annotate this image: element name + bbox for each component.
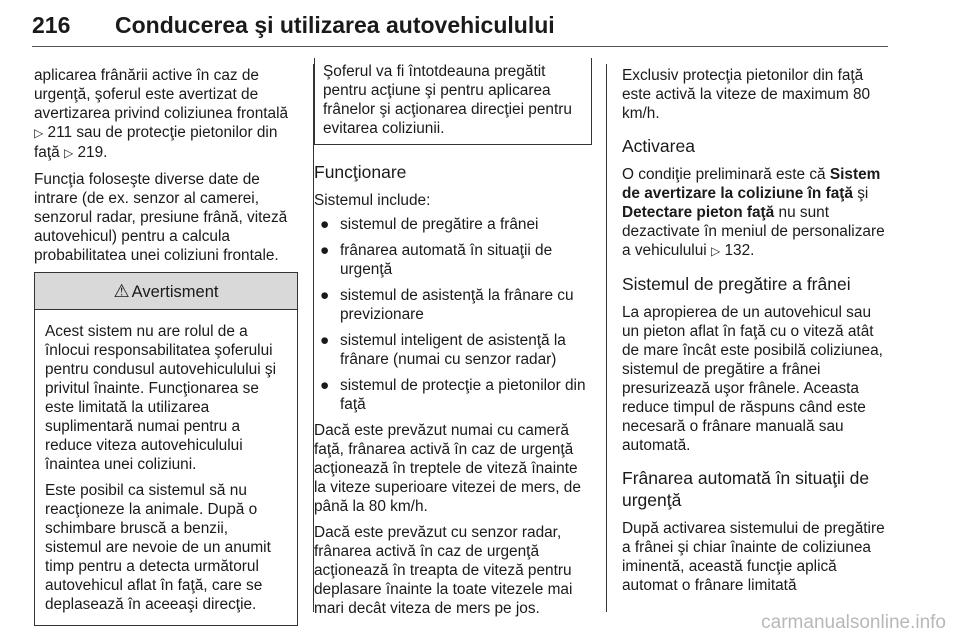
feature-list xyxy=(314,215,592,414)
paragraph: Dacă este prevăzut cu senzor radar, frânarea activă în caz de urgenţă acţionează în treapta de viteză pentru deplasare înainte la toate vitezele mai mari decât viteza de mers pe jos. xyxy=(314,524,573,617)
column-divider xyxy=(606,64,607,612)
paragraph: aplicarea frânării active în caz de urgenţă, şoferul este avertizat de avertizarea privind coliziunea frontală ▷ 211 sau de protecţie pietonilor din faţă ▷ 219. xyxy=(34,67,289,161)
warning-text: Acest sistem nu are rolul de a înlocui responsabilitatea şoferului pentru condusul autovehiculului şi privitul înainte. Funcţionarea se este limitată la utilizarea suplimentară numai pentru a reduce viteza autovehiculului înaintea unei coliziuni. xyxy=(45,323,277,473)
page-reference[interactable]: 219. xyxy=(77,144,108,161)
list-item: ● sistemul inteligent de asistenţă la frânare (numai cu senzor radar) xyxy=(320,332,566,368)
paragraph: Dacă este prevăzut numai cu cameră faţă, frânarea activă în caz de urgenţă acţionează în treptele de viteză înainte la viteze superioare vitezei de mers, de până la 80 km/h. xyxy=(314,422,581,515)
page-reference[interactable]: 132. xyxy=(724,242,755,259)
chapter-title: Conducerea şi utilizarea autovehiculului xyxy=(115,12,555,38)
warning-box xyxy=(34,272,298,626)
section-heading: Sistemul de pregătire a frânei xyxy=(622,274,851,294)
list-item: ● sistemul de asistenţă la frânare cu previzionare xyxy=(320,287,574,323)
menu-setting-name: Detectare pieton faţă xyxy=(622,204,775,221)
watermark: carmanualsonline.info xyxy=(761,612,946,633)
column-3 xyxy=(622,66,888,602)
section-heading: Funcţionare xyxy=(314,162,407,182)
note-box: Şoferul va fi întotdeauna pregătit pentru acţiune şi pentru aplicarea frânelor şi acţionarea direcţiei pentru evitarea coliziunii. xyxy=(314,58,592,145)
reference-arrow-icon: ▷ xyxy=(34,126,44,140)
paragraph: Funcţia foloseşte diverse date de intrare (de ex. senzor al camerei, senzorul radar, presiune frână, viteză autovehicul) pentru a calcula probabilitatea unei coliziuni frontale. xyxy=(34,171,288,264)
paragraph: La apropierea de un autovehicul sau un pieton aflat în faţă cu o viteză atât de mare încât este posibilă coliziunea, sistemul de pregătire a frânei presurizează uşor frânele. Aceasta reduce timpul de răspuns când este necesară o frânare manuală sau automată. xyxy=(622,304,883,454)
column-1 xyxy=(34,66,298,626)
menu-setting-name: Sistem de avertizare la coliziune în faţă xyxy=(622,166,881,202)
page-header xyxy=(32,6,888,47)
warning-triangle-icon: ⚠ xyxy=(113,281,130,301)
page-number: 216 xyxy=(32,12,71,38)
page-reference[interactable]: 211 sau de protecţie pietonilor din faţă xyxy=(34,124,278,161)
list-item: ● sistemul de pregătire a frânei xyxy=(320,216,539,233)
section-heading: Activarea xyxy=(622,136,695,156)
warning-heading: ⚠ Avertisment xyxy=(35,273,297,310)
paragraph: Exclusiv protecţia pietonilor din faţă este activă la viteze de maximum 80 km/h. xyxy=(622,67,871,122)
paragraph: Sistemul include: xyxy=(314,192,431,209)
reference-arrow-icon: ▷ xyxy=(63,146,74,160)
paragraph: După activarea sistemului de pregătire a frânei şi chiar înainte de coliziunea iminentă, această funcţie aplică automat o frânare limitată xyxy=(622,520,885,594)
paragraph: O condiţie preliminară este că Sistem de avertizare la coliziune în faţă şi Detectare pieton faţă nu sunt dezactivate în meniul de personalizare a vehiculului ▷ 132. xyxy=(622,166,885,259)
list-item: ● sistemul de protecţie a pietonilor din faţă xyxy=(320,377,586,413)
warning-text: Este posibil ca sistemul să nu reacţioneze la animale. După o schimbare bruscă a benzii, sistemul are nevoie de un anumit timp pentru a detecta următorul autovehicul aflat în faţă, care se deplasează în aceeaşi direcţie. xyxy=(45,482,271,613)
section-heading: Frânarea automată în situaţii de urgenţă xyxy=(622,468,870,510)
list-item: ● frânarea automată în situaţii de urgenţă xyxy=(320,242,553,278)
reference-arrow-icon: ▷ xyxy=(710,244,721,258)
column-2 xyxy=(314,62,592,625)
